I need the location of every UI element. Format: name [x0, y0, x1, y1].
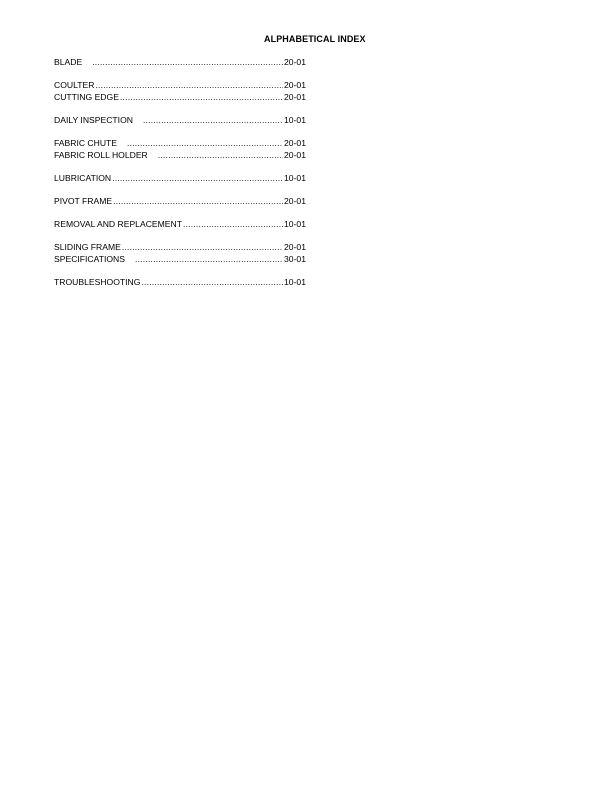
- index-entry: [54, 149, 306, 161]
- index-page-ref: 10-01: [284, 115, 306, 125]
- index-page-ref: 20-01: [284, 138, 306, 148]
- dot-leader: [112, 172, 283, 184]
- index-group: [54, 79, 306, 103]
- dot-leader: [122, 241, 283, 253]
- dot-leader: [158, 149, 283, 161]
- index-term: COULTER: [54, 80, 95, 90]
- index-group: [54, 137, 306, 161]
- dot-leader: [127, 137, 283, 149]
- index-term: PIVOT FRAME: [54, 196, 113, 206]
- index-group: [54, 241, 306, 265]
- index-title: ALPHABETICAL INDEX: [264, 34, 366, 44]
- index-term: TROUBLESHOOTING: [54, 277, 141, 287]
- index-entry: [54, 218, 306, 230]
- index-entry: [54, 114, 306, 126]
- index-page-ref: 20-01: [284, 242, 306, 252]
- index-page-ref: 10-01: [284, 173, 306, 183]
- index-page-ref: 10-01: [284, 277, 306, 287]
- index-group: [54, 218, 306, 230]
- dot-leader: [92, 56, 283, 68]
- index-page-ref: 10-01: [284, 219, 306, 229]
- index-page-ref: 20-01: [284, 150, 306, 160]
- index-page-ref: 30-01: [284, 254, 306, 264]
- index-term: FABRIC ROLL HOLDER: [54, 150, 148, 160]
- index-term: LUBRICATION: [54, 173, 112, 183]
- index-list: [54, 56, 306, 299]
- index-page-ref: 20-01: [284, 57, 306, 67]
- index-page-ref: 20-01: [284, 92, 306, 102]
- index-page-ref: 20-01: [284, 80, 306, 90]
- index-term: BLADE: [54, 57, 83, 67]
- index-entry: [54, 79, 306, 91]
- index-term: REMOVAL AND REPLACEMENT: [54, 219, 182, 229]
- index-group: [54, 195, 306, 207]
- dot-leader: [135, 253, 283, 265]
- index-entry: [54, 172, 306, 184]
- index-term: SPECIFICATIONS: [54, 254, 125, 264]
- index-term: DAILY INSPECTION: [54, 115, 133, 125]
- index-entry: [54, 91, 306, 103]
- dot-leader: [113, 195, 283, 207]
- index-entry: [54, 56, 306, 68]
- index-page-ref: 20-01: [284, 196, 306, 206]
- dot-leader: [183, 218, 283, 230]
- index-entry: [54, 137, 306, 149]
- index-term: FABRIC CHUTE: [54, 138, 118, 148]
- index-entry: [54, 253, 306, 265]
- index-entry: [54, 195, 306, 207]
- index-group: [54, 172, 306, 184]
- index-entry: [54, 241, 306, 253]
- dot-leader: [95, 79, 283, 91]
- dot-leader: [120, 91, 283, 103]
- dot-leader: [143, 114, 283, 126]
- index-group: [54, 56, 306, 68]
- index-term: SLIDING FRAME: [54, 242, 121, 252]
- index-group: [54, 114, 306, 126]
- index-entry: [54, 276, 306, 288]
- index-term: CUTTING EDGE: [54, 92, 119, 102]
- index-group: [54, 276, 306, 288]
- dot-leader: [141, 276, 283, 288]
